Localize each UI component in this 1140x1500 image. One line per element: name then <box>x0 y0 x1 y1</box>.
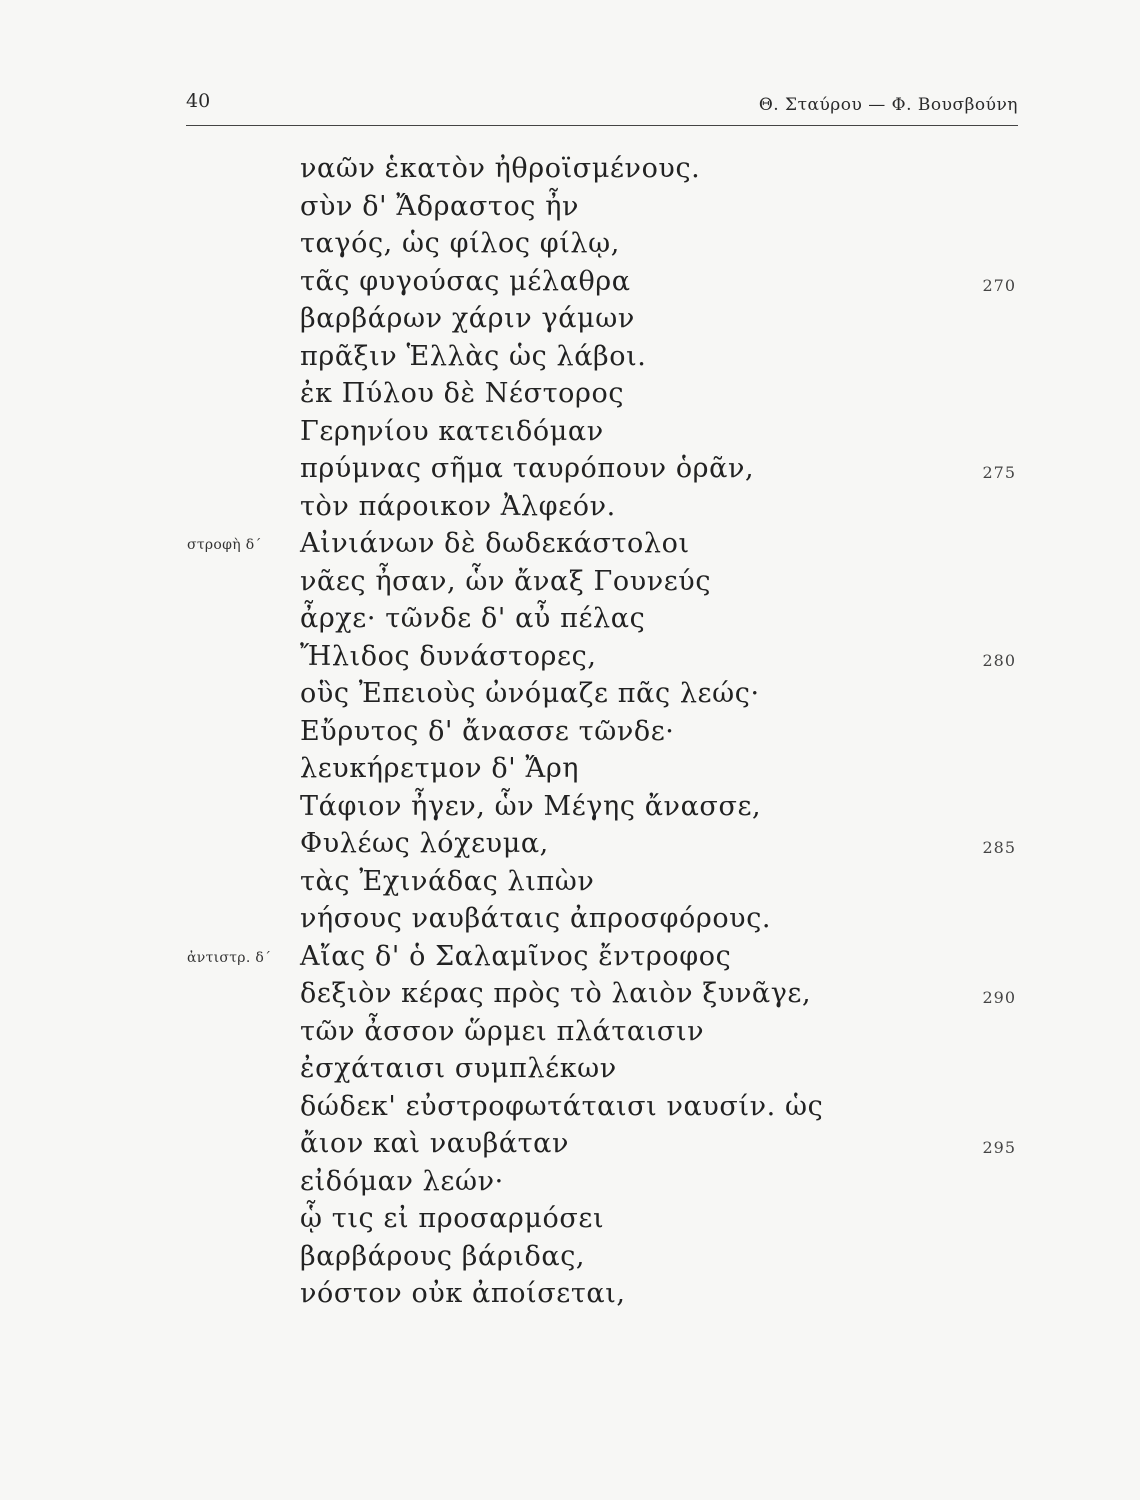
verse-line <box>300 188 1020 226</box>
verse-text: Εὔρυτος δ' ἄνασσε τῶνδε· <box>300 715 675 747</box>
verse-text: βαρβάρους βάριδας, <box>300 1240 586 1272</box>
verse-line <box>300 1200 1020 1238</box>
verse-text: Γερηνίου κατειδόμαν <box>300 415 604 447</box>
verse-text: δεξιὸν κέρας πρὸς τὸ λαιὸν ξυνᾶγε, <box>300 978 812 1009</box>
section-label: στροφὴ δ΄ <box>187 537 262 553</box>
running-head: Θ. Σταύρου — Φ. Βουσβούνη <box>758 95 1018 115</box>
verse-text: οὓς Ἐπειοὺς ὠνόμαζε πᾶς λεώς· <box>300 678 760 709</box>
verse-line <box>187 938 1020 976</box>
verse-block <box>187 150 1020 1313</box>
section-label: ἀντιστρ. δ΄ <box>187 949 272 966</box>
verse-line <box>300 900 1020 938</box>
verse-text: ἄιον καὶ ναυβάταν <box>300 1128 570 1159</box>
verse-text: νήσους ναυβάταις ἀπροσφόρους. <box>300 903 772 934</box>
verse-line <box>300 375 1020 413</box>
verse-line <box>300 563 1020 601</box>
verse-line <box>300 1163 1020 1201</box>
verse-line <box>300 1013 1020 1051</box>
verse-text: τὸν πάροικον Ἀλφεόν. <box>300 490 616 522</box>
verse-text: πρύμνας σῆμα ταυρόπουν ὁρᾶν, <box>300 453 755 484</box>
verse-line <box>300 825 1020 863</box>
verse-line <box>300 413 1020 451</box>
verse-text: τὰς Ἐχινάδας λιπὼν <box>300 865 595 897</box>
verse-text: δώδεκ' εὐστροφωτάταισι ναυσίν. ὡς <box>300 1090 824 1122</box>
verse-text: ἆρχε· τῶνδε δ' αὖ πέλας <box>300 603 646 634</box>
verse-line <box>300 488 1020 526</box>
verse-line <box>300 225 1020 263</box>
verse-line <box>300 1275 1020 1313</box>
verse-line <box>300 975 1020 1013</box>
verse-text: Αἴας δ' ὁ Σαλαμῖνος ἔντροφος <box>300 940 732 972</box>
page-number: 40 <box>186 90 211 112</box>
verse-text: ταγός, ὡς φίλος φίλῳ, <box>300 228 620 259</box>
verse-line <box>300 1050 1020 1088</box>
verse-line <box>300 1125 1020 1163</box>
verse-text: ναῶν ἑκατὸν ἠθροϊσμένους. <box>300 153 701 184</box>
verse-line <box>300 788 1020 826</box>
verse-line <box>300 1088 1020 1126</box>
line-number: 270 <box>982 275 1016 295</box>
line-number: 285 <box>982 838 1016 857</box>
verse-line <box>300 1238 1020 1276</box>
verse-text: ἐκ Πύλου δὲ Νέστορος <box>300 378 625 409</box>
verse-text: νᾶες ἦσαν, ὧν ἄναξ Γουνεύς <box>300 565 712 597</box>
verse-text: ἐσχάταισι συμπλέκων <box>300 1053 617 1084</box>
verse-text: βαρβάρων χάριν γάμων <box>300 303 635 334</box>
verse-line <box>300 638 1020 676</box>
verse-line <box>300 675 1020 713</box>
verse-text: Ἤλιδος δυνάστορες, <box>300 640 597 672</box>
verse-text: ᾧ τις εἰ προσαρμόσει <box>300 1203 605 1234</box>
verse-text: Φυλέως λόχευμα, <box>300 828 549 859</box>
verse-line <box>300 713 1020 751</box>
verse-text: Τάφιον ἦγεν, ὧν Μέγης ἄνασσε, <box>300 790 762 822</box>
verse-line <box>300 863 1020 901</box>
verse-line <box>300 263 1020 301</box>
verse-line <box>187 525 1020 563</box>
verse-text: Αἰνιάνων δὲ δωδεκάστολοι <box>300 528 690 559</box>
verse-line <box>300 150 1020 188</box>
verse-line <box>300 750 1020 788</box>
verse-line <box>300 300 1020 338</box>
verse-text: τᾶς φυγούσας μέλαθρα <box>300 265 631 297</box>
verse-line <box>300 450 1020 488</box>
verse-line <box>300 338 1020 376</box>
verse-text: τῶν ἆσσον ὥρμει πλάταισιν <box>300 1015 705 1047</box>
header-rule <box>186 125 1018 126</box>
verse-text: σὺν δ' Ἄδραστος ἦν <box>300 190 579 222</box>
verse-text: λευκήρετμον δ' Ἄρη <box>300 753 580 784</box>
verse-text: εἰδόμαν λεών· <box>300 1165 504 1197</box>
verse-line <box>300 600 1020 638</box>
line-number: 295 <box>982 1138 1016 1157</box>
line-number: 290 <box>982 988 1016 1007</box>
verse-text: νόστον οὐκ ἀποίσεται, <box>300 1278 626 1309</box>
verse-text: πρᾶξιν Ἑλλὰς ὡς λάβοι. <box>300 340 647 372</box>
line-number: 275 <box>982 463 1016 482</box>
line-number: 280 <box>982 650 1016 670</box>
